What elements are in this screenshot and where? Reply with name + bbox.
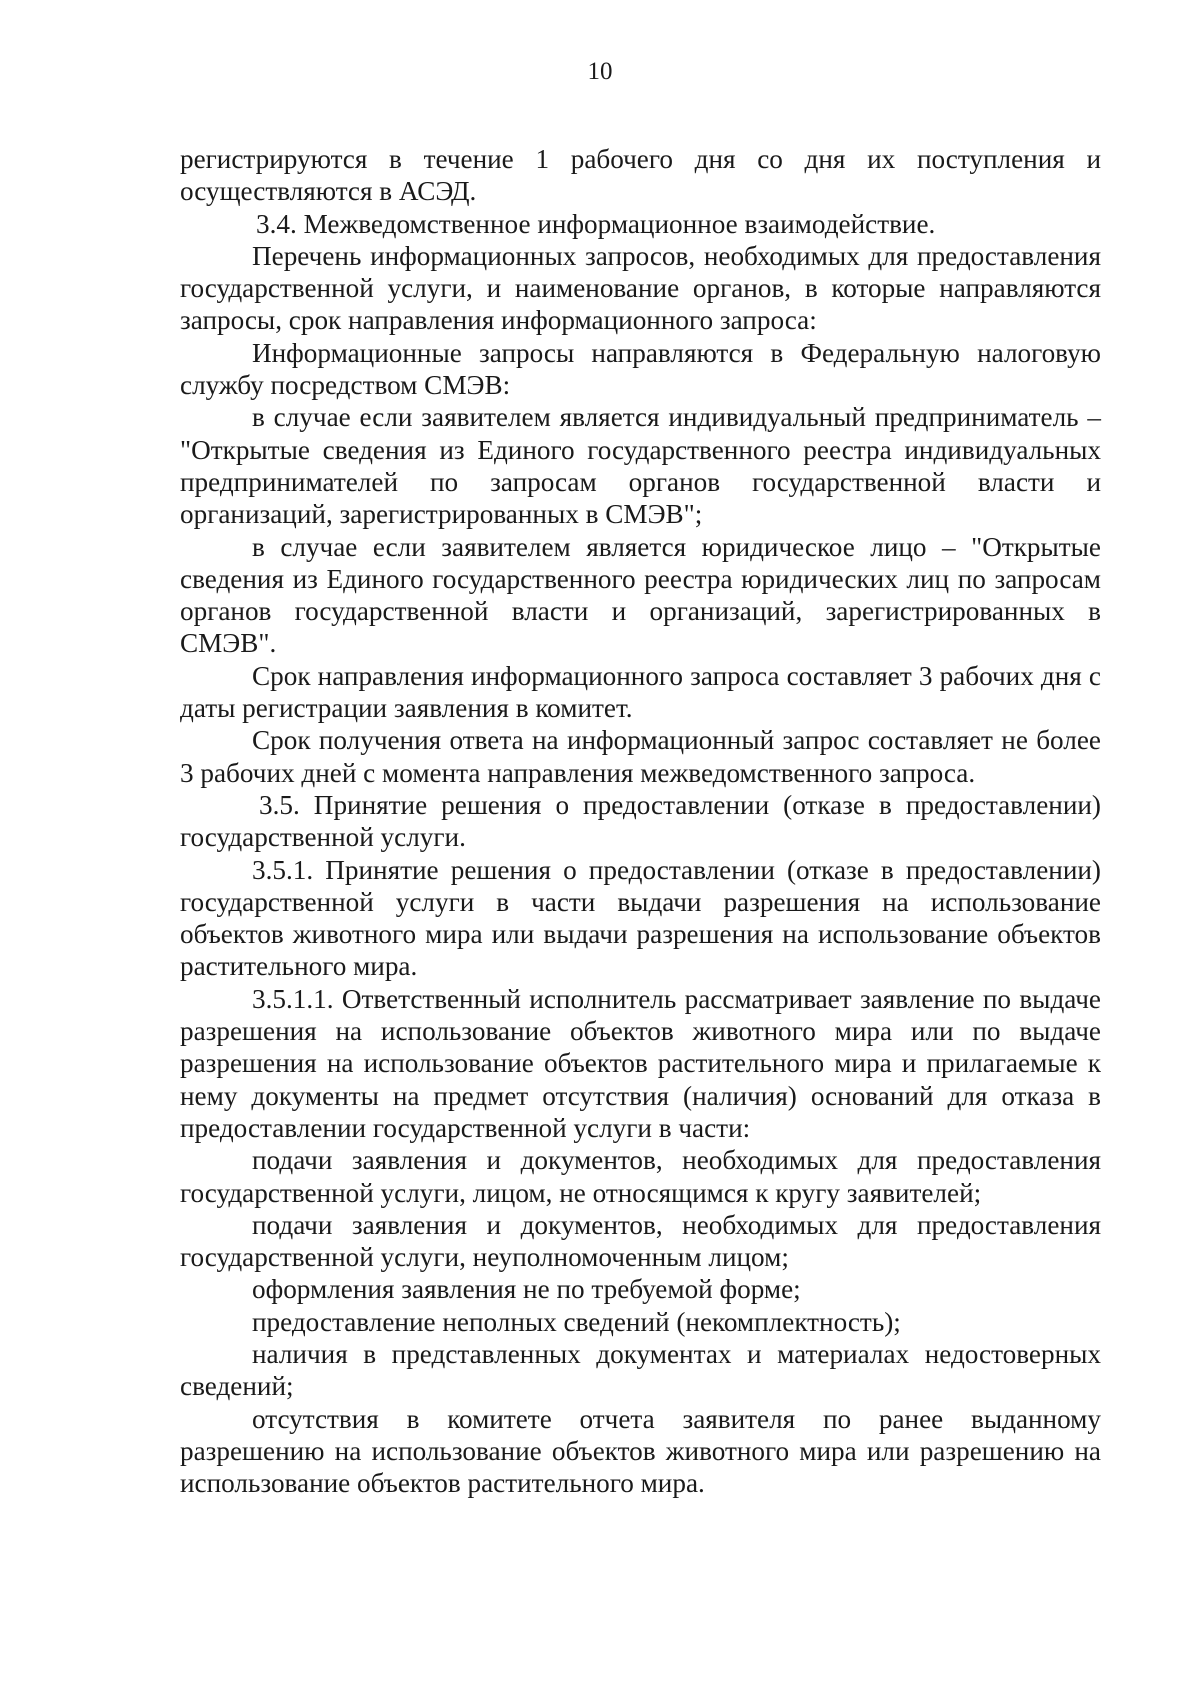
list-item: оформления заявления не по требуемой форме;	[252, 1274, 801, 1305]
paragraph: Перечень информационных запросов, необходимых для предоставления государственной услуги, и наименование органов, в которые направляются запросы, срок направления информационного запроса:	[180, 240, 1101, 336]
paragraph: регистрируются в течение 1 рабочего дня со дня их поступления и осуществляются в АСЭД.	[180, 144, 1101, 207]
paragraph: Срок получения ответа на информационный запрос составляет не более 3 рабочих дней с момента направления межведомственного запроса.	[180, 725, 1101, 788]
section-heading-3-5: 3.5. Принятие решения о предоставлении (отказе в предоставлении) государственной услуги.	[180, 789, 1101, 853]
paragraph: в случае если заявителем является индивидуальный предприниматель – "Открытые сведения из Единого государственного реестра индивидуальных предпринимателей по запросам органов государственной власти и организаций, зарегистрированных в СМЭВ";	[180, 402, 1101, 530]
document-body	[180, 143, 1101, 1499]
page-number: 10	[587, 58, 613, 85]
paragraph: в случае если заявителем является юридическое лицо – "Открытые сведения из Единого государственного реестра юридических лиц по запросам органов государственной власти и организаций, зарегистрированных в СМЭВ".	[180, 531, 1101, 659]
section-heading-3-5-1: 3.5.1. Принятие решения о предоставлении (отказе в предоставлении) государственной услуги в части выдачи разрешения на использование объектов животного мира или выдачи разрешения на использование объектов растительного мира.	[180, 854, 1101, 982]
list-item: подачи заявления и документов, необходимых для предоставления государственной услуги, лицом, не относящимся к кругу заявителей;	[180, 1145, 1101, 1208]
list-item: отсутствия в комитете отчета заявителя по ранее выданному разрешению на использование объектов животного мира или разрешению на использование объектов растительного мира.	[180, 1403, 1101, 1499]
section-heading-3-4: 3.4. Межведомственное информационное взаимодействие.	[256, 208, 936, 239]
paragraph: Срок направления информационного запроса составляет 3 рабочих дня с даты регистрации заявления в комитет.	[180, 660, 1101, 724]
list-item: предоставление неполных сведений (некомплектность);	[252, 1306, 901, 1337]
list-item: подачи заявления и документов, необходимых для предоставления государственной услуги, неуполномоченным лицом;	[180, 1209, 1101, 1273]
paragraph: Информационные запросы направляются в Федеральную налоговую службу посредством СМЭВ:	[180, 337, 1101, 401]
list-item: наличия в представленных документах и материалах недостоверных сведений;	[180, 1338, 1101, 1402]
section-heading-3-5-1-1: 3.5.1.1. Ответственный исполнитель рассматривает заявление по выдаче разрешения на использование объектов животного мира или по выдаче разрешения на использование объектов растительного мира и прилагаемые к нему документы на предмет отсутствия (наличия) оснований для отказа в предоставлении государственной услуги в части:	[180, 983, 1101, 1143]
